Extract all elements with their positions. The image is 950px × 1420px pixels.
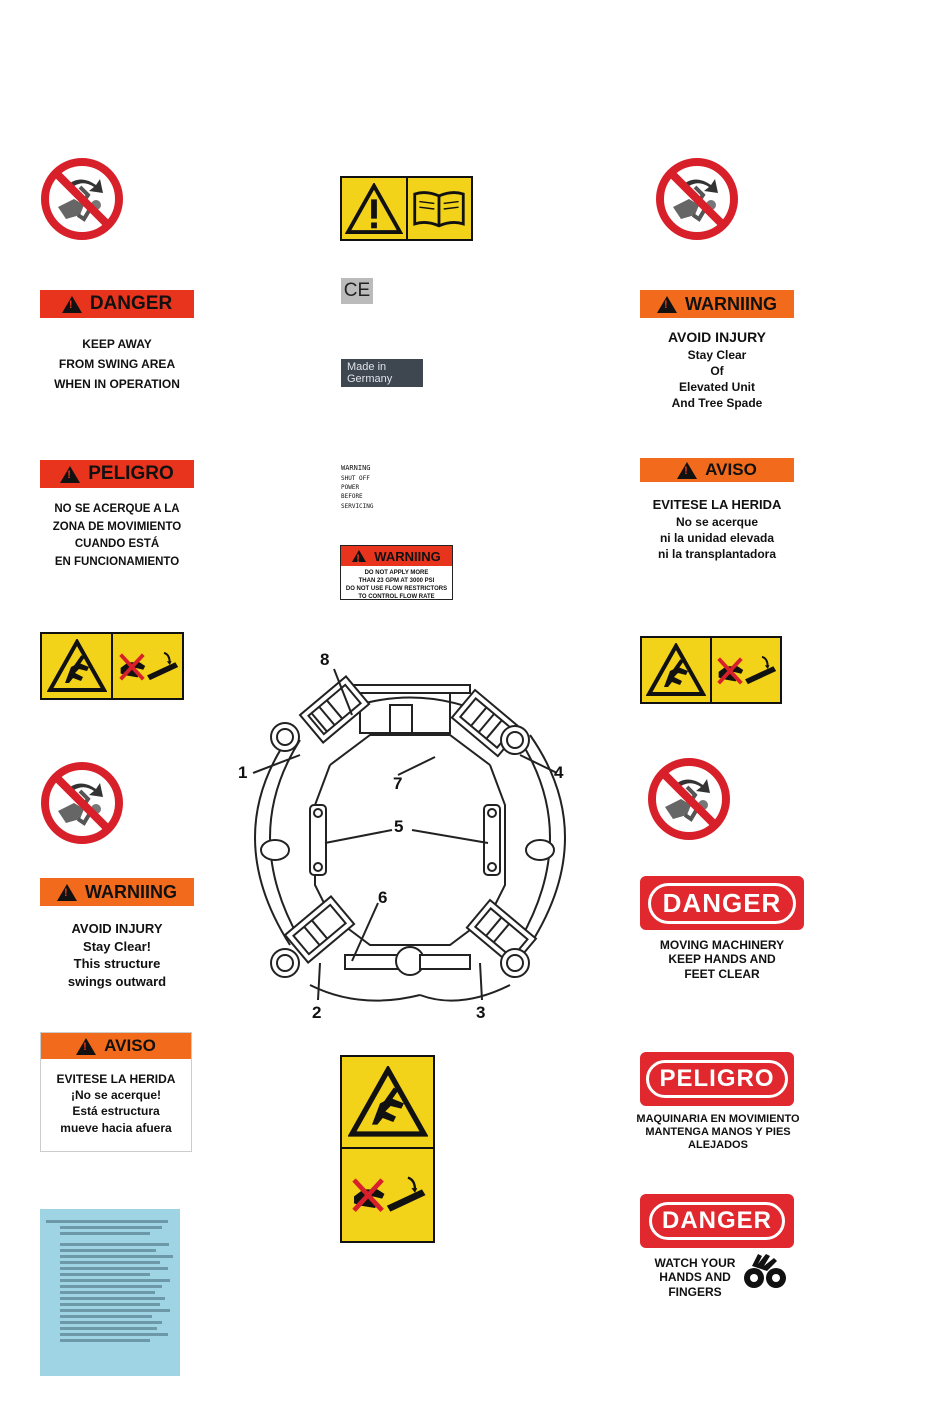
danger-fingers-text: WATCH YOUR HANDS AND FINGERS	[654, 1256, 736, 1299]
decal-line: WHEN IN OPERATION	[54, 377, 180, 392]
tree-spade-diagram	[230, 645, 590, 1025]
manual-book-icon	[411, 188, 467, 230]
read-manual-decal	[340, 176, 473, 241]
danger-moving-text: MOVING MACHINERY KEEP HANDS AND FEET CLEAR	[659, 938, 785, 981]
decal-line: mueve hacia afuera	[60, 1120, 172, 1135]
made-in-germany-plate: Made in Germany	[341, 359, 423, 387]
warning-triangle-icon	[352, 550, 366, 562]
hand-crush-decal	[40, 632, 184, 700]
callout-label: 5	[394, 817, 404, 836]
decal-line: ¡No se acerque!	[70, 1088, 162, 1103]
decal-header: ! WARNIING	[40, 878, 194, 906]
callout-label: 2	[312, 1003, 322, 1022]
decal-line: EVITESE LA HERIDA	[56, 1072, 176, 1086]
decal-line: ZONA DE MOVIMIENTO	[52, 520, 182, 533]
callout-label: 6	[378, 888, 388, 907]
peligro-moving-sign: PELIGRO	[640, 1052, 794, 1106]
callout-label: 8	[320, 650, 330, 669]
vertical-crush-decal	[340, 1055, 435, 1243]
flow-rate-warning-decal: ! WARNIING DO NOT APPLY MORE THAN 23 GPM AT 3000 PSI DO NOT USE FLOW RESTRICTORS TO CONTROL FLOW RATE	[340, 545, 453, 600]
decal-line: FROM SWING AREA	[58, 357, 176, 372]
prohibition-rotation-icon	[655, 157, 739, 241]
gears-hand-icon	[740, 1250, 790, 1292]
warning-triangle-icon	[57, 884, 77, 901]
danger-keep-away-decal	[40, 290, 194, 402]
warning-elevated-decal: ! WARNIING AVOID INJURY Stay Clear Of Elevated Unit And Tree Spade	[640, 290, 794, 408]
warning-triangle-icon	[657, 296, 677, 313]
ce-mark: CE	[341, 278, 373, 304]
warning-triangle-icon	[62, 296, 82, 313]
decal-header: ! DANGER	[40, 290, 194, 318]
callout-label: 1	[238, 763, 248, 782]
decal-line: Stay Clear!	[83, 938, 151, 954]
decal-line: NO SE ACERQUE A LA	[54, 503, 180, 515]
decal-header: ! AVISO	[640, 458, 794, 482]
shut-off-power-decal: WARNING SHUT OFF POWER BEFORE SERVICING	[341, 464, 374, 510]
decal-line: CUANDO ESTÁ	[74, 538, 160, 551]
callout-label: 4	[554, 763, 564, 782]
callout-label: 3	[476, 1003, 486, 1022]
warning-triangle-icon	[345, 183, 403, 235]
decal-line: KEEP AWAY	[82, 337, 152, 351]
callout-label: 7	[393, 774, 403, 793]
prohibition-rotation-icon	[40, 761, 124, 845]
decal-line: EN FUNCIONAMIENTO	[54, 555, 180, 568]
decal-header: ! AVISO	[41, 1033, 191, 1059]
aviso-elevated-decal: ! AVISO EVITESE LA HERIDA No se acerque ni la unidad elevada ni la transplantadora	[640, 458, 794, 578]
decal-line: AVOID INJURY	[71, 921, 163, 936]
danger-moving-sign: DANGER	[640, 876, 804, 930]
prohibition-rotation-icon	[40, 157, 124, 241]
decal-line: This structure	[73, 956, 161, 972]
decal-header: ! WARNIING	[341, 546, 452, 566]
warning-triangle-icon	[60, 466, 80, 483]
no-hands-icon	[713, 650, 779, 690]
warning-swing-decal	[40, 878, 194, 998]
peligro-moving-text: MAQUINARIA EN MOVIMIENTO MANTENGA MANOS Y PIES ALEJADOS	[636, 1113, 800, 1152]
no-hands-icon	[115, 646, 181, 686]
decal-line: Está estructura	[72, 1104, 160, 1119]
decal-line: swings outward	[67, 973, 167, 989]
decal-header: ! WARNIING	[640, 290, 794, 318]
aviso-swing-decal	[40, 1032, 192, 1152]
peligro-zona-decal	[40, 460, 194, 578]
decal-header: ! PELIGRO	[40, 460, 194, 488]
no-hands-icon	[347, 1170, 429, 1218]
safety-instructions-sheet	[40, 1209, 180, 1376]
prohibition-rotation-icon	[647, 757, 731, 841]
hand-crush-decal	[640, 636, 782, 704]
danger-fingers-sign: DANGER	[640, 1194, 794, 1248]
hand-crush-icon	[47, 639, 107, 693]
warning-triangle-icon	[76, 1038, 96, 1055]
warning-triangle-icon	[677, 462, 697, 479]
hand-crush-icon	[348, 1066, 428, 1138]
hand-crush-icon	[646, 643, 706, 697]
